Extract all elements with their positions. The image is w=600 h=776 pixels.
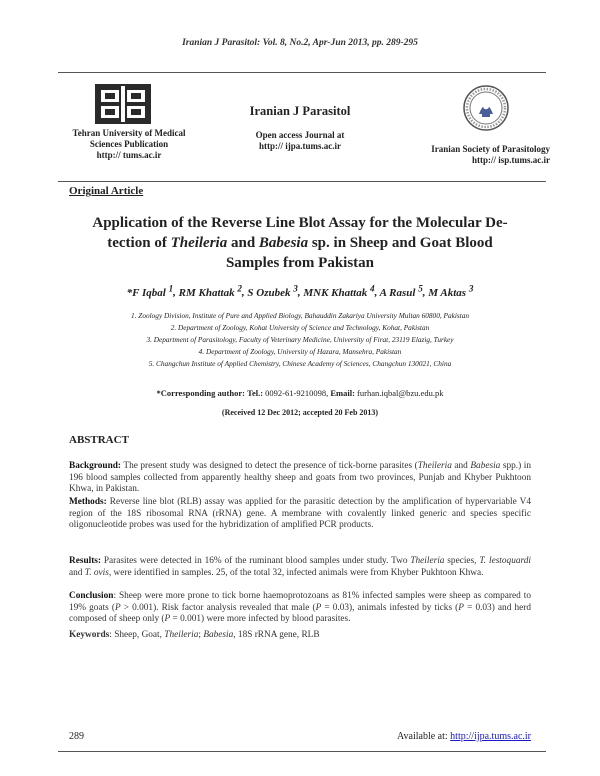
- title-line-2: tection of Theileria and Babesia sp. in Sheep and Goat Blood: [107, 235, 493, 251]
- received-dates: (Received 12 Dec 2012; accepted 20 Feb 2013): [221, 408, 379, 417]
- affiliation-5: 5. Changchun Institute of Applied Chemistry, Chinese Academy of Sciences, Changchun 130021, China: [148, 359, 452, 368]
- university-block: [58, 128, 200, 161]
- abstract-heading: ABSTRACT: [69, 434, 129, 446]
- author: M Aktas $^3$: [428, 283, 474, 299]
- footer-rule: [58, 751, 546, 752]
- abstract-methods: Methods: Reverse line blot (RLB) assay was applied for the parasitic detection by the amplification of hypervariable V4 region of the 18S ribosomal RNA (rRNA) gene. A membrane with covalently linked generic and species specific oligonucleotide probes was used for the hybridization of amplified PCR products.: [69, 497, 531, 531]
- availability: Available at: http://ijpa.tums.ac.ir: [397, 731, 531, 742]
- journal-url[interactable]: http:// ijpa.tums.ac.ir: [259, 141, 341, 151]
- society-name: Iranian Society of Parasitology: [431, 144, 550, 154]
- open-access-block: [200, 130, 400, 152]
- society-url[interactable]: http:// isp.tums.ac.ir: [471, 155, 550, 165]
- email-address[interactable]: furhan.iqbal@bzu.edu.pk: [354, 388, 444, 398]
- available-link[interactable]: http://ijpa.tums.ac.ir: [450, 731, 531, 742]
- journal-citation: Iranian J Parasitol: Vol. 8, No.2, Apr-Jun 2013, pp. 289-295: [182, 38, 418, 48]
- article-type: Original Article: [69, 185, 144, 197]
- tums-logo-icon: [95, 84, 151, 124]
- university-name-line2: Sciences Publication: [89, 139, 169, 149]
- article-title: [62, 213, 538, 273]
- open-access-label: Open access Journal at: [255, 130, 345, 140]
- author: *F Iqbal $^1$: [126, 283, 174, 299]
- author: MNK Khattak $^4$: [303, 283, 375, 299]
- affiliation-1: 1. Zoology Division, Institute of Pure and Applied Biology, Bahauddin Zakariya University Multan 60800, Pakistan: [130, 311, 470, 320]
- author: S Ozubek $^3$: [247, 283, 298, 299]
- author-list: *F Iqbal $^1$, RM Khattak $^2$, S Ozubek $^3$, MNK Khattak $^4$, A Rasul $^5$, M Aktas $^3$: [126, 283, 474, 299]
- journal-title: Iranian J Parasitol: [249, 104, 351, 118]
- university-url[interactable]: http:// tums.ac.ir: [96, 150, 162, 160]
- genus-babesia: Babesia: [258, 235, 309, 251]
- affiliation-2: 2. Department of Zoology, Kohat University of Science and Technology, Kohat, Pakistan: [170, 323, 430, 332]
- affiliation-4: 4. Department of Zoology, University of Hazara, Mansehra, Pakistan: [198, 347, 402, 356]
- corresponding-author: *Corresponding author: Tel.: 0092-61-9210098, Email: furhan.iqbal@bzu.edu.pk: [156, 388, 444, 398]
- genus-theileria: Theileria: [170, 235, 228, 251]
- iranian-society-parasitology-seal-icon: [462, 84, 510, 132]
- university-name-line1: Tehran University of Medical: [72, 128, 186, 138]
- author: RM Khattak $^2$: [178, 283, 242, 299]
- affiliation-3: 3. Department of Parasitology, Faculty of Veterinary Medicine, University of Firat, 23119 Elazig, Turkey: [146, 335, 454, 344]
- keywords: Keywords: Sheep, Goat, Theileria; Babesia, 18S rRNA gene, RLB: [69, 630, 320, 640]
- page-number: 289: [69, 731, 84, 742]
- title-line-3: Samples from Pakistan: [225, 255, 375, 271]
- society-block: [405, 144, 550, 166]
- abstract-conclusion: Conclusion: Sheep were more prone to tick borne haemoprotozoans as 81% infected samples were sheep as compared to 19% goats (P > 0.001). Risk factor analysis revealed that male (P = 0.03), animals infested by ticks (P = 0.03) and herd composed of sheep only (P = 0.001) were more infected by blood parasites.: [69, 591, 531, 625]
- author: A Rasul $^5$: [379, 283, 423, 299]
- abstract-background: Background: The present study was designed to detect the presence of tick-borne parasites (Theileria and Babesia spp.) in 196 blood samples collected from apparently healthy sheep and goats from two provinces, Punjab and Khyber Pukhtoon Khwa, in Pakistan.: [69, 461, 531, 495]
- abstract-results: Results: Parasites were detected in 16% of the ruminant blood samples under study. Two Theileria species, T. lestoquardi and T. ovis, were identified in samples. 25, of the total 32, infected animals were from Khyber Pukhtoon Khwa.: [69, 556, 531, 578]
- title-line-1: Application of the Reverse Line Blot Assay for the Molecular De-: [92, 215, 508, 231]
